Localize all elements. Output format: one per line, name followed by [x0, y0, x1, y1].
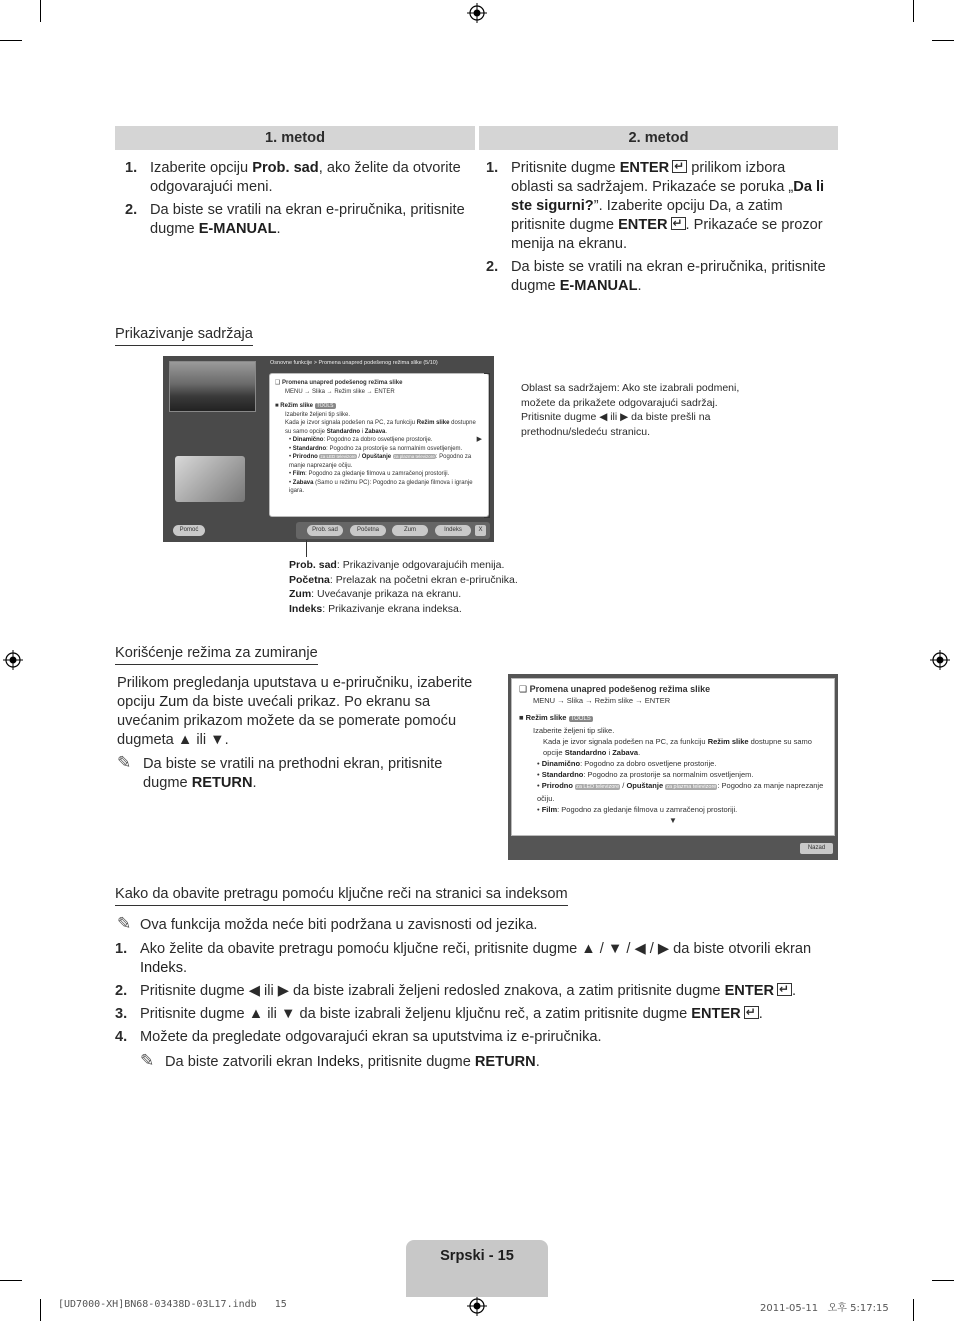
footer-date: 2011-05-11 오후 5:17:15	[760, 1303, 889, 1314]
page-label: Srpski - 15	[440, 1248, 514, 1264]
method-2-header: 2. metod	[479, 126, 838, 150]
list-item: 2. Da biste se vratili na ekran e-priručnika, pritisnite dugme E-MANUAL.	[125, 202, 465, 237]
bullet-list	[275, 436, 483, 496]
zoom-button[interactable]: Zum	[392, 525, 428, 536]
zoom-note: ✎ Da biste se vratili na prethodni ekran, pritisnite dugme RETURN.	[117, 753, 443, 791]
list-item: 4. Možete da pregledate odgovarajući ekran sa uputstvima iz e-priručnika.	[115, 1029, 602, 1045]
section-title-zoom: Korišćenje režima za zumiranje	[115, 645, 318, 665]
note-pencil-icon: ✎	[140, 1051, 155, 1070]
callout-leader	[306, 540, 307, 557]
zoom-paragraph: Prilikom pregledanja uputstava u e-priručniku, izaberite opciju Zum da biste uvećali prikaz. Po ekranu sa uvećanim prikazom možete da se pomerate pomoću dugmeta ▲ ili ▼.	[117, 675, 473, 748]
try-now-button[interactable]: Prob. sad	[307, 525, 343, 536]
crop-mark	[40, 1299, 41, 1321]
close-button[interactable]: X	[475, 525, 486, 536]
list-item: 1. Pritisnite dugme ENTER↵ prilikom izbora oblasti sa sadržajem. Prikazaće se poruka „Da li ste sigurni?”. Izaberite opciju Da, a zatim pritisnite dugme ENTER↵ . Prikazaće se prozor menija na ekranu.	[486, 159, 831, 254]
help-button[interactable]: Pomoć	[173, 525, 205, 536]
crop-mark	[932, 1280, 954, 1281]
registration-mark-icon	[3, 650, 23, 670]
note-pencil-icon: ✎	[117, 753, 132, 772]
list-item: 1. Izaberite opciju Prob. sad, ako želite da otvorite odgovarajući meni.	[125, 160, 461, 195]
list-item: • Film: Pogodno za gledanje filmova u zamračenoj prostoriji.	[537, 805, 738, 814]
crop-mark	[0, 1280, 22, 1281]
section-title-search: Kako da obavite pretragu pomoću ključne reči na stranici sa indeksom	[115, 886, 568, 906]
panel-heading: ❑ Promena unapred podešenog režima slike	[519, 684, 711, 694]
list-item: • Prirodno za LED televizore / Opuštanje za plazma televizore: Pogodno za manje naprezanje očiju.	[537, 781, 824, 803]
list-item: 2. Da biste se vratili na ekran e-priručnika, pritisnite dugme E-MANUAL.	[486, 259, 826, 294]
callout-leader	[484, 373, 490, 374]
button-legend	[289, 558, 539, 616]
method-1-header: 1. metod	[115, 126, 475, 150]
callout-leader	[484, 517, 490, 518]
callout-leader	[489, 373, 490, 518]
enter-icon	[777, 983, 792, 996]
thumbnail-image	[169, 361, 256, 412]
index-button[interactable]: Indeks	[435, 525, 471, 536]
list-item: 1. Ako želite da obavite pretragu pomoću ključne reči, pritisnite dugme ▲ / ▼ / ◀ / ▶ da biste otvorili ekran Indeks.	[115, 941, 812, 976]
crop-mark	[913, 1299, 914, 1321]
next-page-arrow-icon[interactable]: ▶	[476, 436, 482, 443]
menu-path: MENU → Slika → Režim slike → ENTER	[285, 388, 395, 395]
back-button[interactable]: Nazad	[800, 843, 833, 854]
registration-mark-icon	[467, 3, 487, 23]
list-item: • Film: Pogodno za gledanje filmova u zamračenoj prostoriji.	[289, 471, 450, 477]
list-item: Indeks: Prikazivanje ekrana indeksa.	[289, 602, 462, 615]
list-item: 2. Pritisnite dugme ◀ ili ▶ da biste izabrali željeni redosled znakova, a zatim pritisnite dugme ENTER↵ .	[115, 982, 835, 1001]
page-number-badge	[406, 1240, 548, 1297]
enter-icon	[672, 160, 687, 173]
bullet-list	[519, 758, 827, 815]
content-panel[interactable]	[269, 373, 489, 517]
mode-row: ■ Režim slike TOOLS	[275, 403, 334, 409]
list-item: • Dinamično: Pogodno za dobro osvetljene prostorije.	[537, 759, 717, 768]
panel-note: Kada je izvor signala podešen na PC, za funkciju Režim slike dostupne su samo opcije Standardno i Zabava.	[543, 737, 812, 757]
content-area-callout: Oblast sa sadržajem: Ako ste izabrali podmeni, možete da prikažete odgovarajući sadržaj. Pritisnite dugme ◀ ili ▶ da biste prešli na prethodnu/sledeću stranicu.	[521, 382, 740, 438]
menu-path: MENU → Slika → Režim slike → ENTER	[533, 696, 671, 705]
list-item: • Prirodno za LED televizore / Opuštanje za plazma televizore: Pogodno za manje naprezanje očiju.	[289, 454, 472, 469]
method-2-list	[486, 159, 831, 296]
list-item: Početna: Prelazak na početni ekran e-priručnika.	[289, 573, 518, 586]
search-steps	[115, 940, 835, 1072]
list-item: • Zabava (Samo u režimu PC): Pogodno za gledanje filmova i igranje igara.	[289, 479, 473, 494]
crop-mark	[913, 0, 914, 22]
panel-heading: ❑ Promena unapred podešenog režima slike	[275, 380, 403, 386]
crop-mark	[40, 0, 41, 22]
search-note: ✎ Ova funkcija možda neće biti podržana u zavisnosti od jezika.	[117, 914, 538, 933]
list-item: 3. Pritisnite dugme ▲ ili ▼ da biste izabrali željenu ključnu reč, a zatim pritisnite dugme ENTER↵ .	[115, 1005, 835, 1024]
panel-note: Kada je izvor signala podešen na PC, za funkciju Režim slike dostupne su samo opcije Standardno i Zabava.	[285, 420, 476, 435]
registration-mark-icon	[930, 650, 950, 670]
tv-screen-manual	[163, 356, 494, 542]
footer-file: [UD7000-XH]BN68-03438D-03L17.indb 15	[58, 1299, 287, 1310]
tv-screen-zoom	[508, 674, 838, 860]
list-item: Prob. sad: Prikazivanje odgovarajućih menija.	[289, 559, 505, 571]
list-item: • Standardno: Pogodno za prostorije sa normalnim osvetljenjem.	[537, 770, 754, 779]
enter-icon	[744, 1006, 759, 1019]
scroll-down-arrow-icon[interactable]: ▼	[669, 816, 677, 825]
choose-text: Izaberite željeni tip slike.	[533, 726, 615, 735]
breadcrumb: Osnovne funkcije > Promena unapred podešenog režima slike (5/10)	[270, 360, 438, 366]
list-item: • Standardno: Pogodno za prostorije sa normalnim osvetljenjem.	[289, 445, 463, 452]
choose-text: Izaberite željeni tip slike.	[285, 411, 351, 418]
home-button[interactable]: Početna	[350, 525, 386, 536]
enter-icon	[671, 217, 686, 230]
decorative-graphic	[175, 456, 245, 502]
note-pencil-icon: ✎	[117, 914, 132, 933]
search-close-note: ✎ Da biste zatvorili ekran Indeks, pritisnite dugme RETURN.	[140, 1051, 540, 1070]
method-1-list	[125, 159, 470, 239]
crop-mark	[0, 40, 22, 41]
list-item: • Dinamično: Pogodno za dobro osvetljene prostorije.	[289, 437, 433, 443]
registration-mark-icon	[467, 1296, 487, 1316]
zoomed-content-panel[interactable]	[511, 678, 835, 836]
crop-mark	[932, 40, 954, 41]
mode-row: ■ Režim slike TOOLS	[519, 713, 591, 722]
section-title-display: Prikazivanje sadržaja	[115, 326, 253, 346]
list-item: Zum: Uvećavanje prikaza na ekranu.	[289, 588, 462, 601]
